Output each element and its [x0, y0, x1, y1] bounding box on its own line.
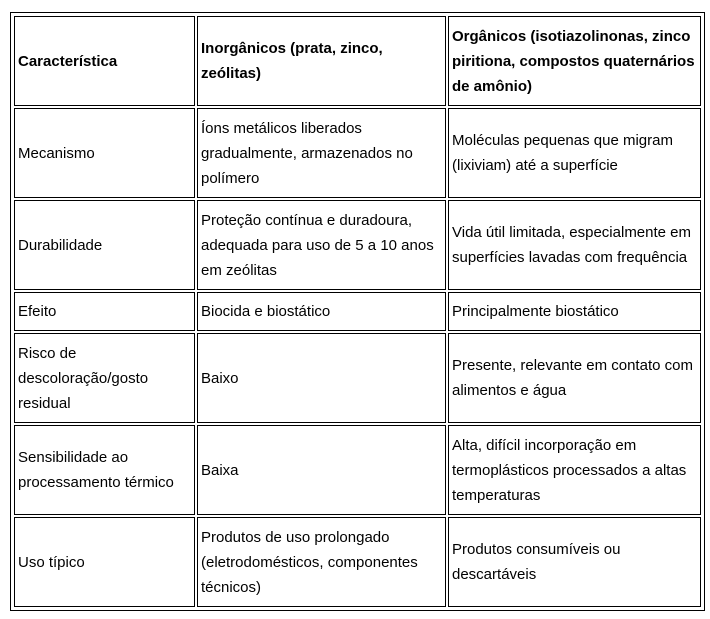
inorganic-cell: Baixa [197, 425, 446, 515]
inorganic-cell: Produtos de uso prolongado (eletrodomésticos, componentes técnicos) [197, 517, 446, 607]
table-row [14, 200, 701, 290]
table-header-row [14, 16, 701, 106]
table-row [14, 333, 701, 423]
organic-cell: Vida útil limitada, especialmente em superfícies lavadas com frequência [448, 200, 701, 290]
row-label: Risco de descoloração/gosto residual [14, 333, 195, 423]
table-row [14, 425, 701, 515]
comparison-table-frame [10, 12, 705, 611]
table-row [14, 292, 701, 331]
organic-cell: Produtos consumíveis ou descartáveis [448, 517, 701, 607]
organic-cell: Alta, difícil incorporação em termoplásticos processados a altas temperaturas [448, 425, 701, 515]
header-cell-characteristic: Característica [14, 16, 195, 106]
row-label: Durabilidade [14, 200, 195, 290]
inorganic-cell: Biocida e biostático [197, 292, 446, 331]
comparison-table [12, 14, 703, 609]
organic-cell: Principalmente biostático [448, 292, 701, 331]
row-label: Efeito [14, 292, 195, 331]
organic-cell: Moléculas pequenas que migram (lixiviam) até a superfície [448, 108, 701, 198]
row-label: Mecanismo [14, 108, 195, 198]
table-row [14, 108, 701, 198]
row-label: Uso típico [14, 517, 195, 607]
inorganic-cell: Proteção contínua e duradoura, adequada para uso de 5 a 10 anos em zeólitas [197, 200, 446, 290]
header-cell-organic: Orgânicos (isotiazolinonas, zinco piritiona, compostos quaternários de amônio) [448, 16, 701, 106]
inorganic-cell: Íons metálicos liberados gradualmente, armazenados no polímero [197, 108, 446, 198]
row-label: Sensibilidade ao processamento térmico [14, 425, 195, 515]
inorganic-cell: Baixo [197, 333, 446, 423]
table-row [14, 517, 701, 607]
header-cell-inorganic: Inorgânicos (prata, zinco, zeólitas) [197, 16, 446, 106]
organic-cell: Presente, relevante em contato com alimentos e água [448, 333, 701, 423]
